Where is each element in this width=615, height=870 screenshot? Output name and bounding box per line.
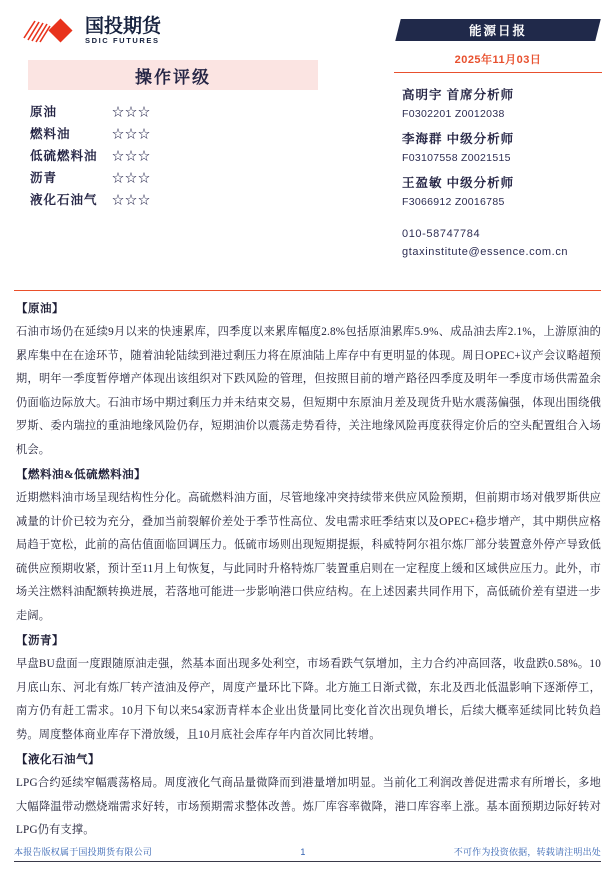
analyst-name: 李海群 中级分析师: [402, 132, 515, 146]
rating-product-name: 燃料油: [30, 127, 71, 141]
analyst-list: [402, 85, 615, 208]
header-left-column: [0, 0, 340, 210]
section-paragraph: 早盘BU盘面一度跟随原油走强，然基本面出现多处利空，市场看跌气氛增加，主力合约冲高回落，收盘跌0.58%。10月底山东、河北有炼厂转产渣油及停产，周度产量环比下降。北方施工日渐式微，东北及西北低温影响下逐渐停工，南方仍有赶工需求。10月下旬以来54家沥青样本企业出货量同比变化首次出现负增长，后续大概率延续同比转负趋势。周度整体商业库存下滑放缓，且10月底社会库存年内首次同比转增。: [16, 658, 601, 741]
section-paragraph: 近期燃料油市场呈现结构性分化。高硫燃料油方面，尽管地缘冲突持续带来供应风险预期，但前期市场对俄罗斯供应减量的计价已较为充分，叠加当前裂解价差处于季节性高位、发电需求旺季结束以及OPEC+稳步增产，其中期供应格局趋于宽松，此前的高估值面临回调压力。低硫市场则出现短期提振，科威特阿尔祖尔炼厂部分装置意外停产导致低硫供应预期收紧，预计至11月上旬恢复，与此同时升格特炼厂装置重启则在一定程度上缓和区域供应压力。此外，市场关注燃料油配额转换进展，若落地可能进一步影响港口供应结构。在上述因素共同作用下，高低硫价差有望进一步走阔。: [16, 492, 601, 622]
contact-phone[interactable]: 010-58747784: [402, 228, 481, 240]
rating-product-name: 原油: [30, 105, 58, 119]
report-body: [16, 300, 601, 847]
rating-row: [30, 188, 340, 210]
logo-wordmark: [85, 17, 161, 45]
logo-chinese-name: 国投期货: [85, 16, 162, 38]
analyst-entry: [402, 173, 615, 208]
rating-row: [30, 166, 340, 188]
section-lpg: [16, 751, 601, 843]
section-title: 【液化石油气】: [16, 754, 100, 766]
rating-stars: ☆☆☆: [112, 170, 152, 185]
rating-stars: ☆☆☆: [112, 104, 152, 119]
logo-english-name: SDIC FUTURES: [85, 36, 160, 46]
rating-title-band: [28, 60, 318, 90]
page-footer: [14, 845, 601, 862]
header-divider: [14, 290, 601, 291]
section-title: 【原油】: [16, 303, 64, 315]
analyst-license-number: F0302201 Z0012038: [402, 108, 505, 120]
report-date: 2025年11月03日: [454, 54, 542, 66]
rating-row: [30, 144, 340, 166]
analyst-entry: [402, 85, 615, 120]
contact-email[interactable]: gtaxinstitute@essence.com.cn: [402, 246, 569, 258]
analyst-entry: [402, 129, 615, 164]
report-date-container: [394, 50, 602, 73]
rating-list: [30, 100, 340, 210]
section-title: 【沥青】: [16, 635, 64, 647]
rating-product-name: 液化石油气: [30, 193, 98, 207]
rating-stars: ☆☆☆: [112, 126, 152, 141]
section-fuel-oil: [16, 466, 601, 628]
report-type-label: 能源日报: [468, 24, 527, 38]
company-logo: [22, 14, 340, 48]
section-paragraph: LPG合约延续窄幅震荡格局。周度液化气商品量微降而到港量增加明显。当前化工利润改善促进需求有所增长，多地大幅降温带动燃烧端需求好转，市场预期需求整体改善。炼厂库容率微降，港口库容率上涨。基本面预期边际好转对LPG仍有支撑。: [16, 777, 601, 836]
section-title: 【燃料油&低硫燃料油】: [16, 469, 147, 481]
rating-product-name: 低硫燃料油: [30, 149, 98, 163]
rating-title: 操作评级: [135, 67, 211, 87]
contact-block: [402, 228, 615, 258]
footer-copyright: 本报告版权属于国投期货有限公司: [14, 847, 153, 857]
analyst-name: 王盈敏 中级分析师: [402, 176, 515, 190]
sdic-diamond-icon: [22, 16, 80, 46]
analyst-license-number: F03107558 Z0021515: [402, 152, 511, 164]
footer-disclaimer: 不可作为投资依据，转载请注明出处: [453, 847, 601, 857]
analyst-name: 高明宇 首席分析师: [402, 88, 515, 102]
footer-page-number: 1: [300, 846, 306, 857]
rating-stars: ☆☆☆: [112, 192, 152, 207]
report-type-banner: [395, 19, 600, 41]
section-paragraph: 石油市场仍在延续9月以来的快速累库，四季度以来累库幅度2.8%包括原油累库5.9%、成品油去库2.1%，上游原油的累库集中在在途环节，随着油轮陆续到港过剩压力将在原油陆上库存中有更明显的体现。周日OPEC+议产会议略超预期，明年一季度暂停增产体现出该组织对下跌风险的管理，但按照目前的增产路径四季度及明年一季度市场供需盈余仍面临边际放大。石油市场中期过剩压力并未结束交易，但短期中东原油月差及现货升贴水震荡偏强，体现出围绕俄罗斯、委内瑞拉的重油地缘风险仍存，短期油价以震荡走势看待，关注地缘风险再度获得定价后的空头配置组合入场机会。: [16, 326, 601, 456]
report-header: [0, 0, 615, 290]
section-crude-oil: [16, 300, 601, 462]
rating-row: [30, 122, 340, 144]
analyst-license-number: F3066912 Z0016785: [402, 196, 505, 208]
header-right-column: [380, 0, 615, 258]
rating-stars: ☆☆☆: [112, 148, 152, 163]
section-asphalt: [16, 632, 601, 747]
rating-row: [30, 100, 340, 122]
rating-product-name: 沥青: [30, 171, 58, 185]
